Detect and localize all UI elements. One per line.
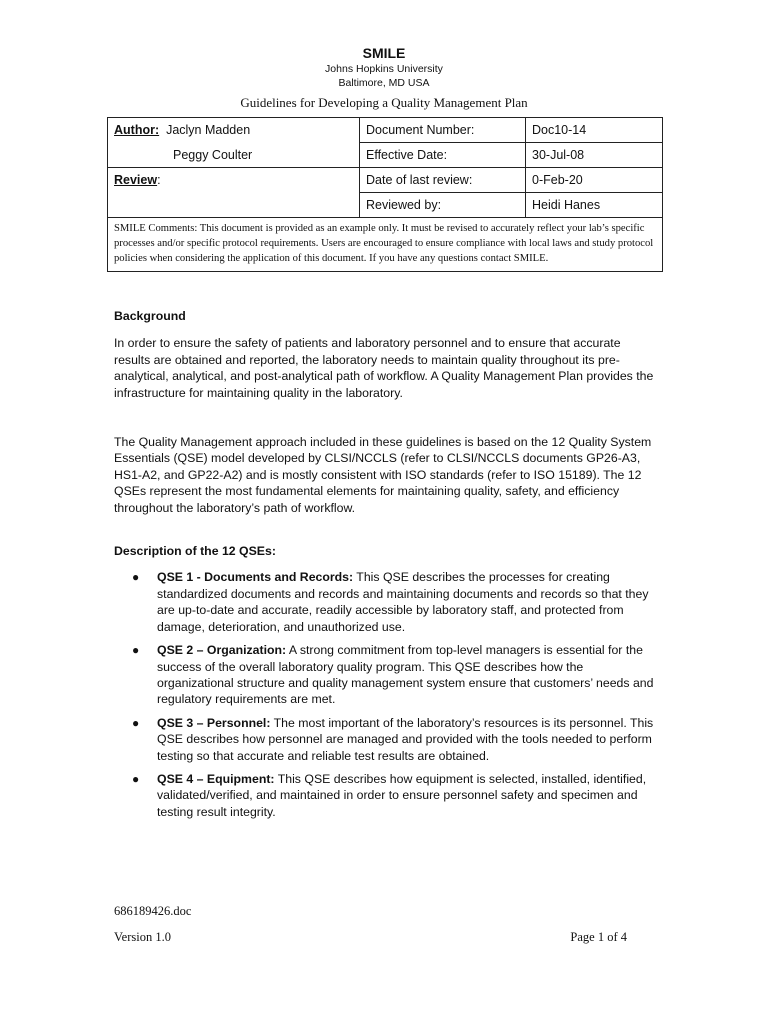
qse-title: QSE 3 – Personnel: [157,715,271,730]
qse-description: This QSE describes the processes for creating standardized documents and records and maintaining documents and records so that they are up-to-date and accurate, readily accessible by laboratory staff, and protected from damage, deterioration, and unauthorized use. [157,570,649,634]
background-paragraph-2: The Quality Management approach included in these guidelines is based on the 12 Quality System Essentials (QSE) model developed by CLSI/NCCLS (refer to CLSI/NCCLS documents GP26-A3, HS1-A2, and GP22-A2) and is mostly consistent with ISO standards (refer to ISO 15189). The 12 QSEs represent the most fundamental elements for maintaining quality, safety, and efficiency throughout the laboratory’s path of workflow. [114,435,652,515]
qse-list [114,569,659,820]
bullet-icon: ● [132,715,140,730]
author-name-1: Jaclyn Madden [166,123,251,138]
background-heading: Background [114,309,186,323]
last-review-value: 0-Feb-20 [526,168,663,193]
effective-date-label: Effective Date: [360,143,526,168]
document-body [114,308,659,820]
qse-list-item [114,642,659,708]
qse-heading: Description of the 12 QSEs: [114,544,276,559]
qse-list-item [114,569,659,635]
qse-list-item [114,715,659,764]
bullet-icon: ● [132,570,140,585]
last-review-label: Date of last review: [360,168,526,193]
document-header [0,44,768,112]
review-empty-cell [108,193,360,218]
qse-description: The most important of the laboratory’s resources is its personnel. This QSE describes how personnel are managed and provided with the tools needed to perform testing so that accurate and reliable test results are obtained. [157,715,654,763]
document-info-table [107,117,663,272]
author-cell [108,118,360,143]
review-colon: : [157,173,161,188]
doc-number-label: Document Number: [360,118,526,143]
qse-description: A strong commitment from top-level managers is essential for the success of the overall laboratory quality program. This QSE describes how the organizational structure and quality management system ensure that customers’ needs and regulatory requirements are met. [157,643,654,707]
author-label: Author: [114,123,160,138]
effective-date-value: 30-Jul-08 [526,143,663,168]
document-title: Guidelines for Developing a Quality Management Plan [240,95,528,110]
smile-comments: SMILE Comments: This document is provided as an example only. It must be revised to accurately reflect your lab’s specific processes and/or specific protocol requirements. Users are encouraged to ensure compliance with local laws and study protocol policies when considering the application of this document. If you have any questions contact SMILE. [108,218,663,272]
author-name-2: Peggy Coulter [108,143,360,168]
qse-title: QSE 2 – Organization: [157,643,287,658]
review-cell [108,168,360,193]
qse-list-item [114,771,659,820]
background-paragraph-1: In order to ensure the safety of patients and laboratory personnel and to ensure that accurate results are obtained and reported, the laboratory needs to maintain quality throughout its pre-analytical, analytical, and post-analytical path of workflow. A Quality Management Plan provides the infrastructure for maintaining quality in the laboratory. [114,336,654,400]
org-name: SMILE [362,45,406,61]
qse-title: QSE 1 - Documents and Records: [157,570,354,585]
bullet-icon: ● [132,643,140,658]
footer-page-number: Page 1 of 4 [570,930,627,944]
footer-version: Version 1.0 [114,930,171,944]
doc-number-value: Doc10-14 [526,118,663,143]
university-name: Johns Hopkins University [325,63,443,75]
qse-title: QSE 4 – Equipment: [157,771,275,786]
org-location: Baltimore, MD USA [338,77,430,89]
reviewed-by-value: Heidi Hanes [526,193,663,218]
footer-filename: 686189426.doc [114,904,192,918]
reviewed-by-label: Reviewed by: [360,193,526,218]
bullet-icon: ● [132,771,140,786]
review-label: Review [114,173,158,188]
qse-description: This QSE describes how equipment is selected, installed, identified, validated/verified, and maintained in order to ensure personnel safety and specimen and testing result integrity. [157,771,647,819]
